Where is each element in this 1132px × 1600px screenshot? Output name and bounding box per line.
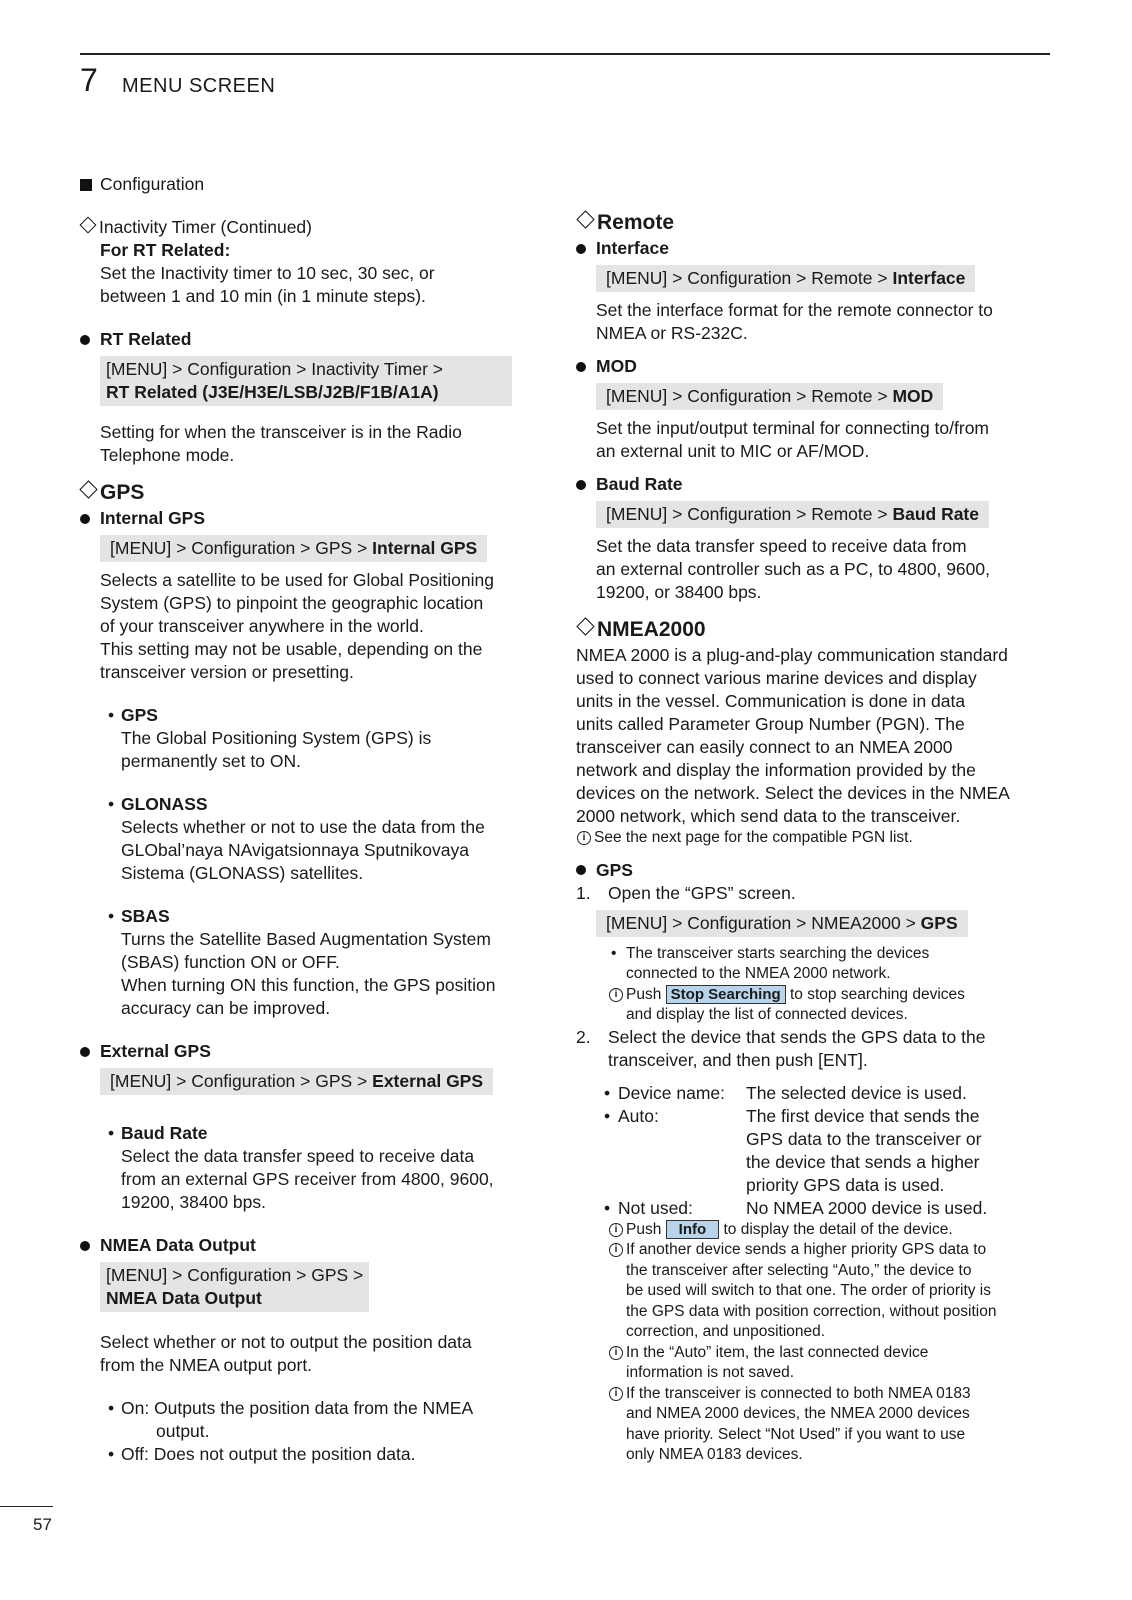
info-icon: i — [609, 1223, 623, 1237]
bullet-text: The transceiver starts searching the devices connected to the NMEA 2000 network. — [626, 944, 930, 982]
desc-line: of your transceiver anywhere in the world. — [100, 616, 424, 636]
path-line-bold: RT Related (J3E/H3E/LSB/J2B/F1B/A1A) — [106, 382, 439, 402]
remote-baud-heading: Baud Rate — [596, 474, 683, 494]
bullet-dot-icon — [576, 480, 586, 490]
item-line: accuracy can be improved. — [121, 998, 331, 1018]
info-icon: i — [609, 988, 623, 1002]
option-value: the device that sends a higher — [746, 1151, 980, 1172]
bullet-dot-icon — [80, 514, 90, 524]
option-value: GPS data to the transceiver or — [746, 1128, 982, 1149]
nmea2000-description — [576, 644, 1032, 828]
nmea0183-note — [576, 1384, 1032, 1466]
mod-desc-1: Set the input/output terminal for connecting to/from — [596, 418, 989, 438]
option-key: Not used: — [618, 1197, 693, 1218]
stop-searching-note — [576, 985, 1032, 1026]
item-title: Baud Rate — [121, 1123, 208, 1143]
right-column — [576, 209, 1032, 1466]
item-line: When turning ON this function, the GPS position — [121, 975, 496, 995]
inactivity-text-1: Set the Inactivity timer to 10 sec, 30 sec, or — [100, 263, 435, 283]
note-line: be used will switch to that one. The order of priority is — [626, 1282, 991, 1299]
desc-line: This setting may not be usable, depending on the — [100, 639, 483, 659]
info-note — [576, 1220, 1032, 1241]
interface-menu-path — [596, 265, 975, 292]
priority-note — [576, 1240, 1032, 1343]
pgn-note — [576, 828, 1032, 849]
info-button[interactable]: Info — [666, 1220, 720, 1239]
step-number: 1. — [576, 882, 591, 903]
nmea-output-desc-2: from the NMEA output port. — [100, 1355, 313, 1375]
item-line: from an external GPS receiver from 4800, 9600, — [121, 1169, 494, 1189]
external-gps-heading: External GPS — [100, 1041, 211, 1061]
path-prefix: [MENU] > Configuration > GPS > — [110, 538, 373, 558]
path-line: [MENU] > Configuration > GPS > — [106, 1265, 364, 1285]
left-column — [80, 173, 540, 1466]
diamond-icon — [80, 217, 97, 234]
info-icon: i — [609, 1243, 623, 1257]
bullet-mark: • — [604, 1105, 611, 1126]
nmea2000-section — [576, 616, 1032, 1466]
note-line: and NMEA 2000 devices, the NMEA 2000 devices — [626, 1405, 970, 1422]
interface-desc-2: NMEA or RS-232C. — [596, 323, 748, 343]
item-title: GPS — [121, 705, 158, 725]
gps-heading: GPS — [100, 481, 145, 504]
mod-block — [576, 355, 1032, 463]
remote-heading: Remote — [597, 211, 675, 234]
option-value: The selected device is used. — [746, 1082, 967, 1103]
header-rule — [80, 53, 1050, 55]
note-line: If the transceiver is connected to both NMEA 0183 — [626, 1384, 971, 1402]
note-line: the transceiver after selecting “Auto,” the device to — [626, 1261, 972, 1279]
bullet-mark: • — [108, 705, 115, 725]
auto-note — [576, 1343, 1032, 1384]
push-rest: to stop searching devices — [790, 985, 965, 1003]
bullet-mark: • — [604, 1082, 611, 1103]
rt-related-desc-2: Telephone mode. — [100, 445, 235, 465]
option-not-used — [576, 1197, 1032, 1220]
nmea-gps-heading: GPS — [596, 859, 633, 880]
info-icon: i — [609, 1346, 623, 1360]
step-text: Select the device that sends the GPS data to the — [608, 1026, 986, 1047]
bullet-mark: • — [108, 1123, 115, 1143]
rt-related-block — [80, 328, 540, 467]
external-gps-menu-path — [100, 1068, 493, 1095]
nmea2000-heading: NMEA2000 — [597, 618, 706, 641]
option-auto — [576, 1105, 1032, 1197]
bullet-mark: • — [604, 1197, 611, 1218]
rt-related-heading: RT Related — [100, 329, 192, 349]
note-line: the GPS data with position correction, without position — [626, 1302, 997, 1320]
info-rest: to display the detail of the device. — [723, 1220, 953, 1238]
square-bullet-icon — [80, 179, 92, 191]
note-line: correction, and unpositioned. — [626, 1323, 826, 1340]
nmea-output-desc-1: Select whether or not to output the position data — [100, 1332, 472, 1352]
step-number: 2. — [576, 1026, 591, 1047]
path-prefix: [MENU] > Configuration > NMEA2000 > — [606, 912, 921, 933]
nmea-gps-menu-path — [596, 910, 968, 937]
item-line: The Global Positioning System (GPS) is — [121, 728, 432, 748]
glonass-item — [80, 793, 540, 885]
section-heading — [80, 173, 540, 196]
nmea-output-heading: NMEA Data Output — [100, 1235, 256, 1255]
note-text: See the next page for the compatible PGN list. — [594, 829, 913, 846]
bullet-mark: • — [108, 1398, 115, 1418]
step-text: transceiver, and then push [ENT]. — [608, 1049, 868, 1070]
path-prefix: [MENU] > Configuration > Remote > — [606, 386, 893, 406]
off-option-text: Off: Does not output the position data. — [121, 1444, 416, 1464]
info-icon: i — [577, 831, 591, 845]
item-title: GLONASS — [121, 794, 208, 814]
option-key: Auto: — [618, 1105, 659, 1126]
item-line: GLObal’naya NAvigatsionnaya Sputnikovaya — [121, 840, 469, 860]
path-prefix: [MENU] > Configuration > GPS > — [110, 1071, 373, 1091]
internal-gps-description — [80, 569, 540, 684]
desc-line: units in the vessel. Communication is done in data — [576, 691, 966, 711]
internal-gps-heading: Internal GPS — [100, 508, 206, 528]
baud-rate-item — [80, 1122, 540, 1214]
inactivity-text-2: between 1 and 10 min (in 1 minute steps). — [100, 286, 426, 306]
remote-baud-menu-path — [596, 501, 989, 528]
mod-heading: MOD — [596, 356, 637, 376]
note-line: In the “Auto” item, the last connected device — [626, 1343, 929, 1361]
push-rest-2: and display the list of connected devices. — [626, 1006, 908, 1023]
rt-related-desc-1: Setting for when the transceiver is in the Radio — [100, 422, 462, 442]
bullet-dot-icon — [576, 244, 586, 254]
info-icon: i — [609, 1387, 623, 1401]
item-line: Sistema (GLONASS) satellites. — [121, 863, 364, 883]
desc-line: NMEA 2000 is a plug-and-play communication standard — [576, 645, 1008, 665]
chapter-title: MENU SCREEN — [122, 75, 276, 97]
section-title: Configuration — [100, 174, 205, 194]
sbas-item — [80, 905, 540, 1020]
desc-line: network and display the information provided by the — [576, 760, 976, 780]
path-line-bold: NMEA Data Output — [106, 1288, 262, 1308]
on-option — [80, 1397, 516, 1443]
path-prefix: [MENU] > Configuration > Remote > — [606, 504, 893, 524]
bullet-mark: • — [108, 906, 115, 926]
stop-searching-button[interactable]: Stop Searching — [666, 985, 786, 1004]
step-1 — [576, 882, 1032, 905]
option-value: priority GPS data is used. — [746, 1174, 945, 1195]
on-option-text: On: Outputs the position data from the NMEA output. — [121, 1398, 473, 1441]
remote-baud-block — [576, 473, 1032, 604]
desc-line: Selects a satellite to be used for Global Positioning — [100, 570, 494, 590]
desc-line: devices on the network. Select the devices in the NMEA — [576, 783, 1010, 803]
inactivity-title: Inactivity Timer (Continued) — [99, 217, 312, 237]
inactivity-timer-block — [80, 216, 540, 308]
diamond-icon — [576, 617, 594, 635]
interface-block — [576, 237, 1032, 345]
bullet-dot-icon — [80, 335, 90, 345]
option-value: No NMEA 2000 device is used. — [746, 1197, 988, 1218]
option-value: The first device that sends the — [746, 1105, 980, 1126]
mod-menu-path — [596, 383, 943, 410]
interface-desc-1: Set the interface format for the remote connector to — [596, 300, 993, 320]
path-prefix: [MENU] > Configuration > Remote > — [606, 268, 893, 288]
bullet-dot-icon — [576, 865, 586, 875]
step-2 — [576, 1026, 1032, 1072]
bullet-mark: • — [611, 944, 617, 962]
diamond-icon — [576, 210, 594, 228]
nmea-output-menu-path — [100, 1262, 369, 1312]
step-text: Open the “GPS” screen. — [608, 882, 796, 903]
footer-rule — [0, 1506, 53, 1507]
desc-line: System (GPS) to pinpoint the geographic location — [100, 593, 484, 613]
desc-line: transceiver can easily connect to an NMEA 2000 — [576, 737, 953, 757]
option-device-name — [576, 1082, 1032, 1105]
bullet-dot-icon — [576, 362, 586, 372]
desc-line: 2000 network, which send data to the transceiver. — [576, 806, 961, 826]
desc-line: used to connect various marine devices and display — [576, 668, 977, 688]
path-line: [MENU] > Configuration > Inactivity Timer > — [106, 359, 444, 379]
internal-gps-menu-path — [100, 535, 487, 562]
bullet-mark: • — [108, 794, 115, 814]
item-line: permanently set to ON. — [121, 751, 301, 771]
desc-line: 19200, or 38400 bps. — [596, 582, 762, 602]
desc-line: an external controller such as a PC, to 4800, 9600, — [596, 559, 990, 579]
item-title: SBAS — [121, 906, 170, 926]
note-line: have priority. Select “Not Used” if you want to use — [626, 1425, 966, 1443]
item-line: Selects whether or not to use the data from the — [121, 817, 485, 837]
bullet-dot-icon — [80, 1047, 90, 1057]
item-line: Select the data transfer speed to receive data — [121, 1146, 475, 1166]
gps-section — [80, 479, 540, 1466]
page-number: 57 — [33, 1515, 52, 1534]
path-bold: External GPS — [372, 1071, 484, 1091]
path-bold: GPS — [920, 912, 958, 933]
bullet-dot-icon — [80, 1241, 90, 1251]
searching-bullet — [576, 944, 987, 985]
inactivity-for-label: For RT Related: — [100, 240, 231, 260]
bullet-mark: • — [108, 1444, 115, 1464]
interface-heading: Interface — [596, 238, 669, 258]
path-bold: Baud Rate — [892, 504, 979, 524]
item-line: (SBAS) function ON or OFF. — [121, 952, 340, 972]
desc-line: units called Parameter Group Number (PGN). The — [576, 714, 965, 734]
item-line: 19200, 38400 bps. — [121, 1192, 266, 1212]
note-line: If another device sends a higher priority GPS data to — [626, 1241, 987, 1258]
path-bold: Internal GPS — [372, 538, 478, 558]
option-key: Device name: — [618, 1082, 725, 1103]
desc-line: transceiver version or presetting. — [100, 662, 354, 682]
mod-desc-2: an external unit to MIC or AF/MOD. — [596, 441, 870, 461]
push-word: Push — [626, 985, 662, 1003]
item-line: Turns the Satellite Based Augmentation System — [121, 929, 491, 949]
path-bold: Interface — [892, 268, 966, 288]
off-option — [80, 1443, 540, 1466]
diamond-icon — [79, 480, 97, 498]
chapter-number: 7 — [80, 62, 98, 98]
gps-item — [80, 704, 540, 773]
note-line: only NMEA 0183 devices. — [626, 1446, 803, 1463]
desc-line: Set the data transfer speed to receive data from — [596, 536, 967, 556]
push-word: Push — [626, 1220, 662, 1238]
rt-related-menu-path — [100, 356, 512, 406]
note-line: information is not saved. — [626, 1364, 795, 1381]
path-bold: MOD — [892, 386, 934, 406]
